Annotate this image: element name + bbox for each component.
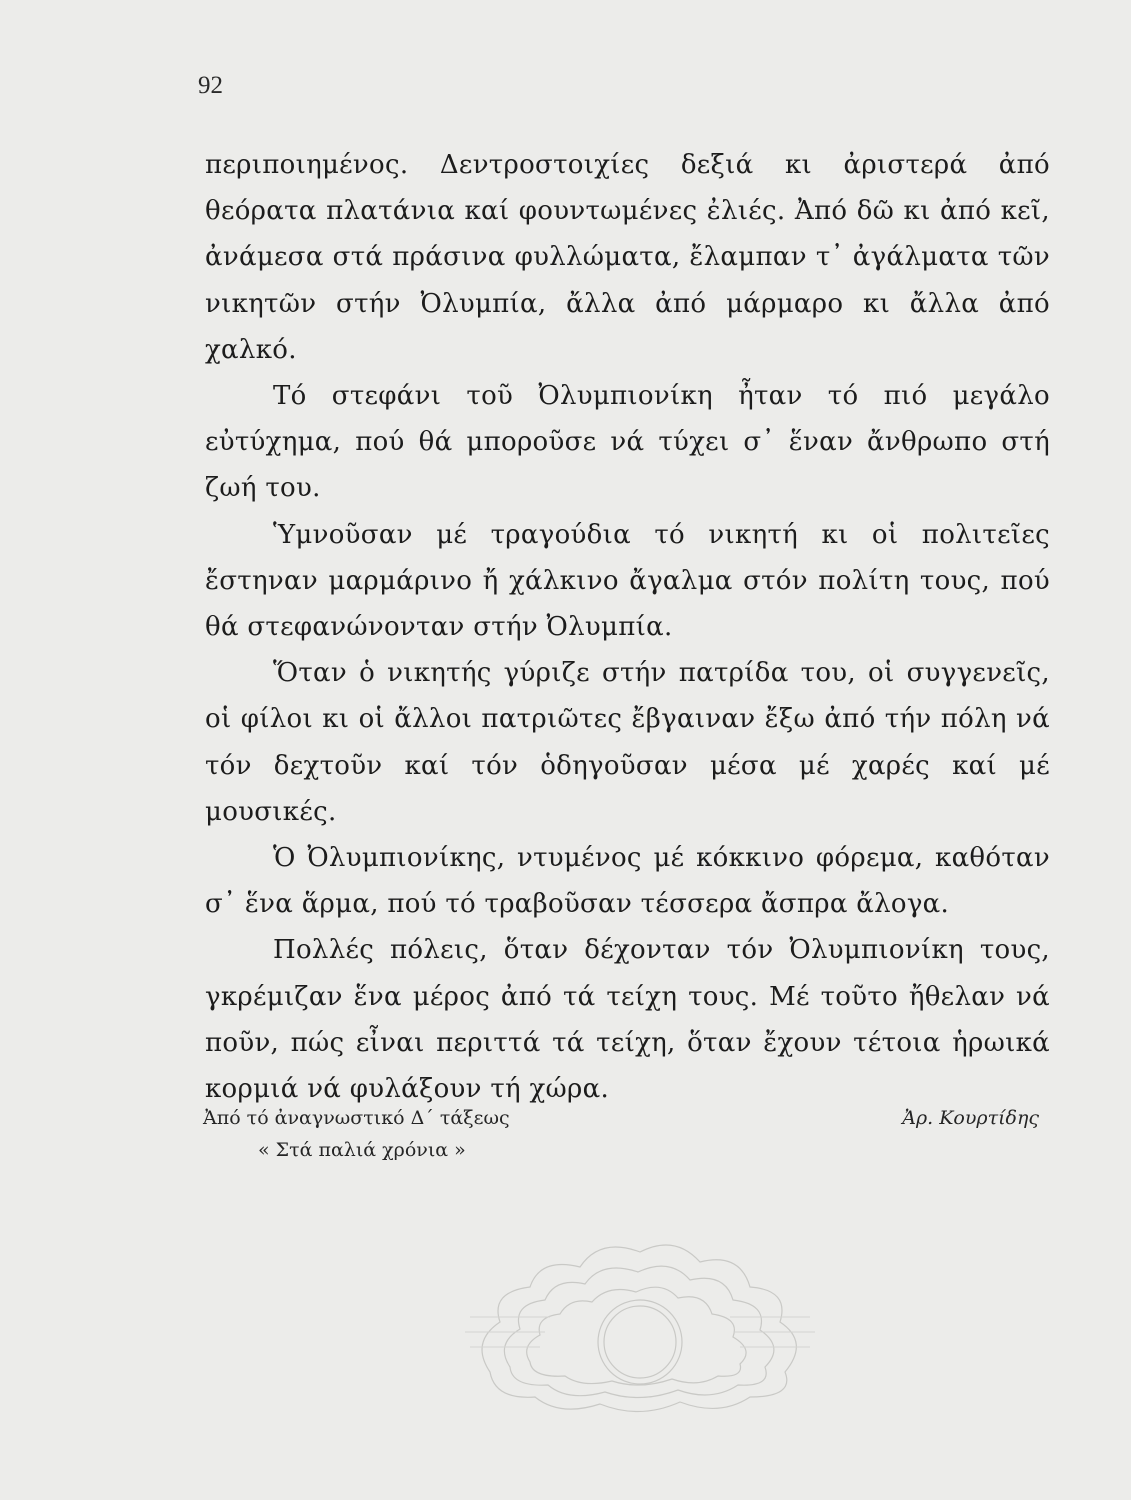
citation-source [203,1102,510,1166]
paragraph-return-home: Ὅταν ὁ νικητής γύριζε στήν πατρίδα του, οἱ συγγενεῖς, οἱ φίλοι κι οἱ ἄλλοι πατριῶτες ἔβγαιναν ἔξω ἀπό τήν πόλη νά τόν δεχτοῦν καί τόν ὁδηγοῦσαν μέσα μέ χαρές καί μέ μουσικές. [205,658,1050,827]
page-number: 92 [198,72,223,99]
source-subtitle: « Στά παλιά χρόνια » [258,1139,466,1161]
paragraph-chariot: Ὁ Ὀλυμπιονίκης, ντυμένος μέ κόκκινο φόρεμα, καθόταν σ᾽ ἕνα ἅρμα, πού τό τραβοῦσαν τέσσερα ἄσπρα ἄλογα. [205,843,1050,920]
sun-clouds-icon [450,1222,830,1422]
citation-author: Ἀρ. Κουρτίδης [902,1107,1039,1129]
body-text [205,142,1050,1112]
paragraph-walls: Πολλές πόλεις, ὅταν δέχονταν τόν Ὀλυμπιονίκη τους, γκρέμιζαν ἕνα μέρος ἀπό τά τείχη τους. Μέ τοῦτο ἤθελαν νά ποῦν, πώς εἶναι περιττά τά τείχη, ὅταν ἔχουν τέτοια ἡρωικά κορμιά νά φυλάξουν τή χώρα. [205,935,1050,1105]
paragraph-continuation: περιποιημένος. Δεντροστοιχίες δεξιά κι ἀριστερά ἀπό θεόρατα πλατάνια καί φουντωμένες ἐλιές. Ἀπό δῶ κι ἀπό κεῖ, ἀνάμεσα στά πράσινα φυλλώματα, ἔλαμπαν τ᾽ ἀγάλματα τῶν νικητῶν στήν Ὀλυμπία, ἄλλα ἀπό μάρμαρο κι ἄλλα ἀπό χαλκό. [205,150,1050,365]
source-book: Ἀπό τό ἀναγνωστικό Δ΄ τάξεως [203,1107,510,1129]
paragraph-stefani: Τό στεφάνι τοῦ Ὀλυμπιονίκη ἦταν τό πιό μεγάλο εὐτύχημα, πού θά μποροῦσε νά τύχει σ᾽ ἕναν ἄνθρωπο στή ζωή του. [205,381,1050,504]
paragraph-hymns: Ὑμνοῦσαν μέ τραγούδια τό νικητή κι οἱ πολιτεῖες ἔστηναν μαρμάρινο ἤ χάλκινο ἄγαλμα στόν πολίτη τους, πού θά στεφανώνονταν στήν Ὀλυμπία. [205,519,1050,643]
